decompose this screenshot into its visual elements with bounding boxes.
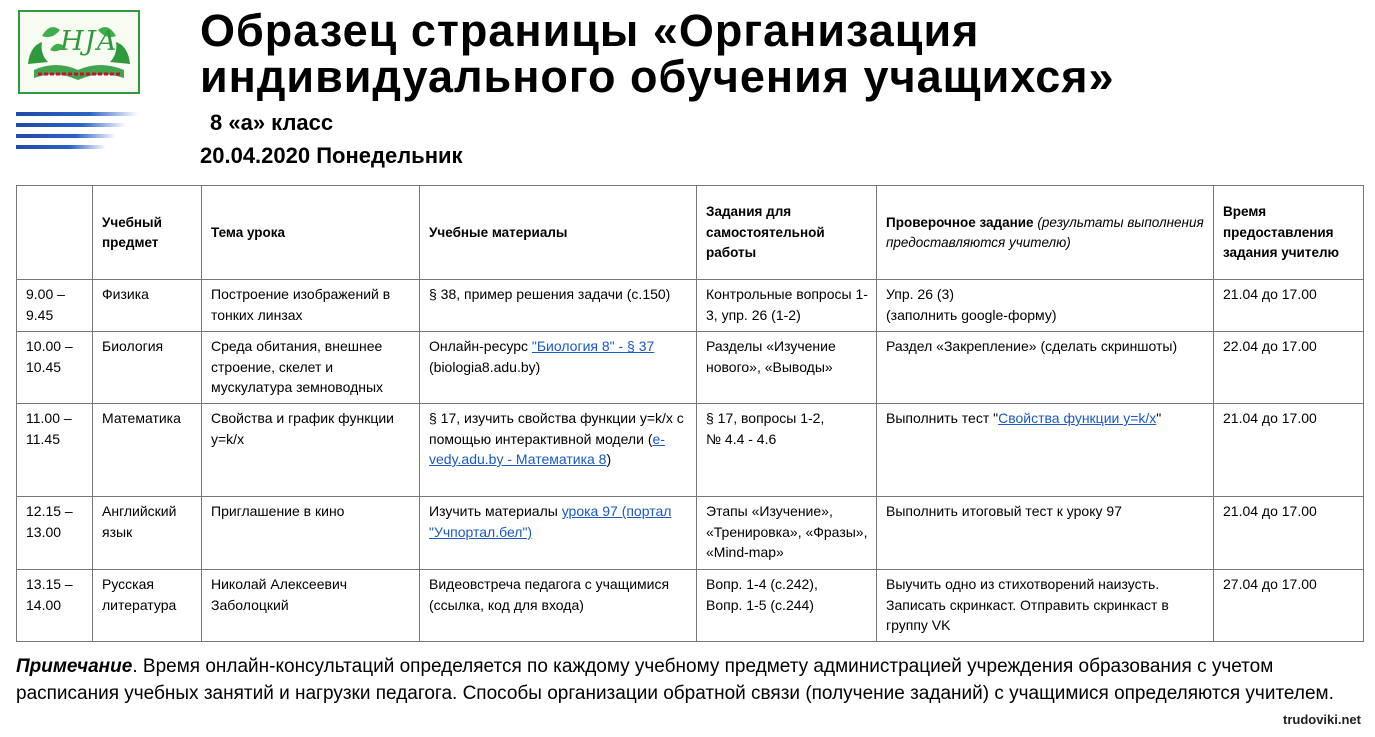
weekday: Понедельник xyxy=(316,143,463,168)
cell-topic: Среда обитания, внешнее строение, скелет и мускулатура земноводных xyxy=(202,332,420,404)
materials-paren-open: ( xyxy=(647,430,653,447)
table-row xyxy=(17,332,1364,404)
cell-materials xyxy=(420,332,697,404)
cell-deadline: 22.04 до 17.00 xyxy=(1214,332,1364,404)
date: 20.04.2020 xyxy=(200,143,311,168)
table-row xyxy=(17,280,1364,332)
materials-text: Изучить материалы xyxy=(429,503,558,519)
check-text: Выполнить тест " xyxy=(886,410,999,426)
cell-deadline: 27.04 до 17.00 xyxy=(1214,570,1364,642)
header-time xyxy=(17,186,93,280)
header-tasks: Задания для самостоятельной работы xyxy=(697,186,877,280)
header-materials: Учебные материалы xyxy=(420,186,697,280)
materials-text: Онлайн-ресурс xyxy=(429,338,528,354)
cell-subject: Биология xyxy=(93,332,202,404)
math-test-link[interactable]: Свойства функции y=k/x xyxy=(998,410,1157,426)
note xyxy=(16,653,1361,707)
check-text-post: " xyxy=(1156,410,1162,426)
cell-subject: Физика xyxy=(93,280,202,332)
cell-check: Выучить одно из стихотворений наизусть. Записать скринкаст. Отправить скринкаст в группу VK xyxy=(877,570,1214,642)
cell-deadline: 21.04 до 17.00 xyxy=(1214,404,1364,497)
class-label: 8 «а» класс xyxy=(210,110,334,135)
header-check-task-label: Проверочное задание xyxy=(886,214,1034,230)
cell-topic: Построение изображений в тонких линзах xyxy=(202,280,420,332)
table-row xyxy=(17,570,1364,642)
cell-materials xyxy=(420,497,697,570)
cell-check xyxy=(877,280,1214,332)
materials-text-post: (biologia8.adu.by) xyxy=(429,358,541,375)
english-lesson-link[interactable]: урока 97 (портал "Учпортал.бел") xyxy=(429,503,672,540)
tasks-text: Вопр. 1-4 (с.242), xyxy=(706,576,818,592)
cell-materials: Видеовстреча педагога с учащимися (ссылка, код для входа) xyxy=(420,570,697,642)
header-check-task-hint: (результаты выполнения предоставляются учителю) xyxy=(886,214,1204,250)
tasks-text: § 17, вопросы 1-2, xyxy=(706,410,825,426)
note-text: Время онлайн-консультаций определяется по каждому учебному предмету администрацией учреждения образования с учетом расписания учебных занятий и нагрузки педагога. Способы организации обратной связи (получение заданий) с учащимися определяются учителем. xyxy=(16,656,1334,704)
cell-tasks: Разделы «Изучение нового», «Выводы» xyxy=(697,332,877,404)
schedule-table xyxy=(16,185,1364,642)
cell-time: 13.15 – 14.00 xyxy=(17,570,93,642)
check-text: Упр. 26 (3) xyxy=(886,286,954,302)
logo xyxy=(18,10,140,94)
cell-deadline: 21.04 до 17.00 xyxy=(1214,280,1364,332)
note-dot: . xyxy=(132,656,143,677)
cell-time: 11.00 – 11.45 xyxy=(17,404,93,497)
cell-subject: Английский язык xyxy=(93,497,202,570)
table-header-row xyxy=(17,186,1364,280)
cell-time: 10.00 – 10.45 xyxy=(17,332,93,404)
cell-topic: Свойства и график функции y=k/x xyxy=(202,404,420,497)
header-check-task xyxy=(877,186,1214,280)
cell-subject: Математика xyxy=(93,404,202,497)
tasks-text-2: Вопр. 1-5 (с.244) xyxy=(706,596,814,613)
cell-tasks: Контрольные вопросы 1-3, упр. 26 (1-2) xyxy=(697,280,877,332)
cell-topic: Приглашение в кино xyxy=(202,497,420,570)
note-label: Примечание xyxy=(16,656,133,677)
cell-check: Раздел «Закрепление» (сделать скриншоты) xyxy=(877,332,1214,404)
materials-text: § 17, изучить свойства функции y=k/x с помощью интерактивной модели xyxy=(429,410,684,447)
cell-tasks: Этапы «Изучение», «Тренировка», «Фразы», «Mind-map» xyxy=(697,497,877,570)
tasks-text-2: № 4.4 - 4.6 xyxy=(706,430,777,447)
cell-materials: § 38, пример решения задачи (с.150) xyxy=(420,280,697,332)
check-text-2: (заполнить google-форму) xyxy=(886,306,1057,323)
header-deadline: Время предоставления задания учителю xyxy=(1214,186,1364,280)
table-row xyxy=(17,497,1364,570)
header-subject: Учебный предмет xyxy=(93,186,202,280)
cell-tasks xyxy=(697,404,877,497)
page-title: Образец страницы «Организация индивидуального обучения учащихся» xyxy=(200,5,1115,102)
header-topic: Тема урока xyxy=(202,186,420,280)
decorative-stripes xyxy=(16,112,138,152)
materials-paren-close: ) xyxy=(606,451,612,467)
cell-materials xyxy=(420,404,697,497)
cell-subject: Русская литература xyxy=(93,570,202,642)
cell-check xyxy=(877,404,1214,497)
watermark: trudoviki.net xyxy=(1282,712,1361,727)
cell-time: 12.15 – 13.00 xyxy=(17,497,93,570)
cell-topic: Николай Алексеевич Заболоцкий xyxy=(202,570,420,642)
cell-deadline: 21.04 до 17.00 xyxy=(1214,497,1364,570)
biology-resource-link[interactable]: "Биология 8" - § 37 xyxy=(531,338,655,354)
date-line xyxy=(200,142,463,170)
math-model-link[interactable]: e-vedy.adu.by - Математика 8 xyxy=(429,430,665,467)
cell-time: 9.00 – 9.45 xyxy=(17,280,93,332)
logo-monogram: НЈА xyxy=(60,26,118,57)
cell-tasks xyxy=(697,570,877,642)
cell-check: Выполнить итоговый тест к уроку 97 xyxy=(877,497,1214,570)
table-row xyxy=(17,404,1364,497)
